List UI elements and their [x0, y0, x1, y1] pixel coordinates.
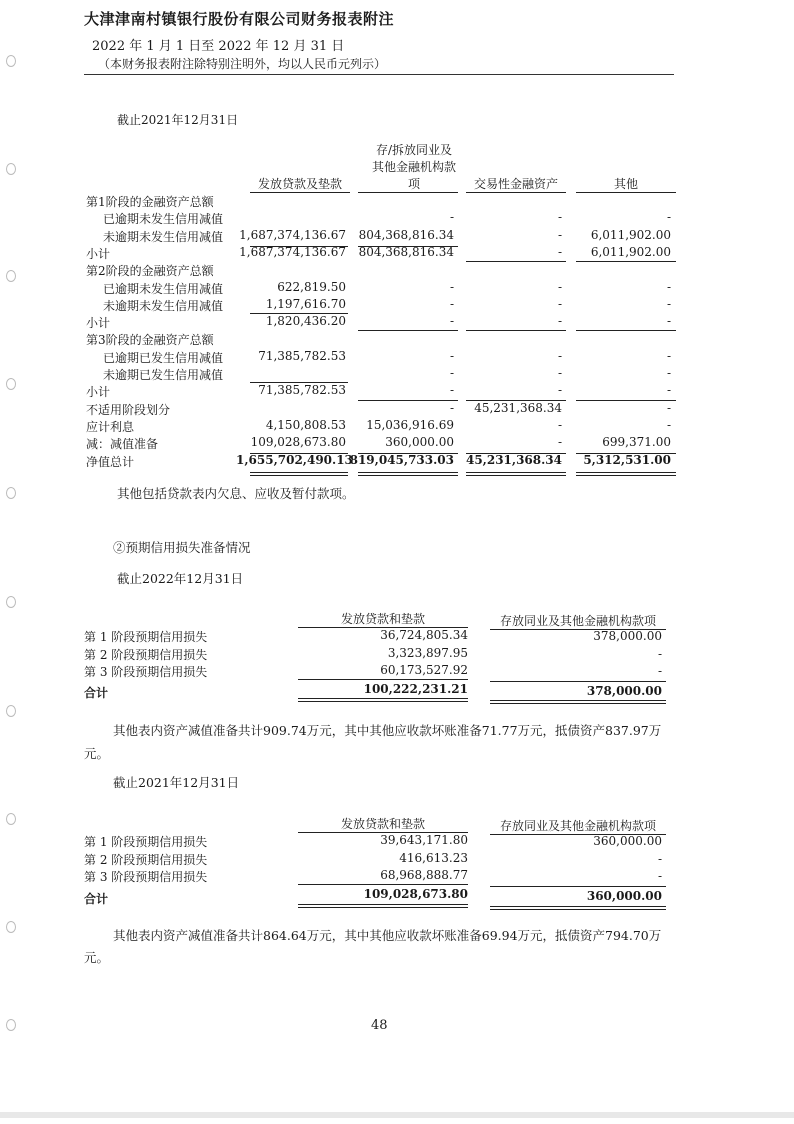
table1-col2-header-l3: 项 — [407, 177, 420, 191]
subtotal-rule — [358, 330, 458, 331]
table3-cell: 39,643,171.80 — [380, 833, 468, 847]
page-bottom-edge — [0, 1112, 794, 1118]
subtotal-rule — [250, 313, 348, 314]
table1-cell: - — [557, 244, 562, 259]
binder-hole — [6, 378, 16, 390]
total-double-rule — [576, 472, 676, 476]
table1-cell: - — [666, 383, 671, 398]
binder-hole — [6, 1019, 16, 1031]
table2-total-rule — [490, 681, 666, 682]
table1-row-label: 小计 — [86, 385, 111, 400]
table2-cell: - — [657, 646, 662, 661]
table3-total-value: 360,000.00 — [586, 889, 662, 903]
table1-cell: - — [557, 296, 562, 311]
table1-cell: 4,150,808.53 — [265, 417, 346, 432]
table2-cell: 3,323,897.95 — [387, 645, 468, 660]
table1-col4-header: 其他 — [613, 177, 638, 191]
subtotal-rule — [250, 382, 348, 383]
table1-cell: - — [666, 279, 671, 294]
table1-cell: - — [666, 210, 671, 225]
table1-cell: 1,820,436.20 — [265, 314, 346, 329]
table2-cell: - — [657, 664, 662, 678]
table3-total-double-rule — [490, 906, 666, 910]
table1-col2-header-l2: 其他金融机构款 — [371, 160, 456, 174]
binder-hole — [6, 270, 16, 282]
table1-cell: 1,687,374,136.67 — [239, 227, 346, 242]
table3-row-label: 第 2 阶段预期信用损失 — [84, 852, 208, 867]
table1-header-rule — [358, 192, 458, 193]
binder-hole — [6, 487, 16, 499]
table1-header-rule — [576, 192, 676, 193]
table2-cell: 36,724,805.34 — [380, 628, 468, 642]
table2-col2-header: 存放同业及其他金融机构款项 — [499, 614, 656, 628]
table1-row-label: 未逾期未发生信用减值 — [103, 298, 224, 313]
table1-row-label: 第1阶段的金融资产总额 — [86, 195, 214, 209]
binder-hole — [6, 813, 16, 825]
table1-cell: 6,011,902.00 — [590, 227, 671, 242]
subtotal-rule — [466, 261, 566, 262]
table1-cell: 71,385,782.53 — [258, 383, 346, 398]
table2-row-label: 第 2 阶段预期信用损失 — [84, 647, 208, 662]
table1-cell: - — [557, 279, 562, 294]
subtotal-rule — [358, 246, 458, 247]
subtotal-rule — [576, 400, 676, 401]
report-title: 大津津南村镇银行股份有限公司财务报表附注 — [84, 10, 395, 28]
binder-hole — [6, 163, 16, 175]
table1-cell: - — [557, 314, 562, 329]
subtotal-rule — [250, 246, 348, 247]
table1-row-label: 未逾期已发生信用减值 — [103, 368, 224, 382]
table1-cell: - — [449, 210, 454, 225]
table1-cell: - — [557, 435, 562, 450]
table2-total-value: 100,222,231.21 — [363, 682, 468, 696]
table1-cell: - — [449, 314, 454, 329]
table3-total-double-rule — [298, 904, 468, 908]
table1-cell: - — [449, 348, 454, 363]
table1-cell: - — [449, 366, 454, 380]
table3-total-value: 109,028,673.80 — [363, 887, 468, 901]
table1-cell: 1,197,616.70 — [265, 296, 346, 311]
table1-cell: - — [666, 296, 671, 311]
table3-total-label: 合计 — [84, 892, 109, 906]
table2-cell: 60,173,527.92 — [380, 663, 468, 677]
table1-cell: - — [557, 210, 562, 225]
table3-date-label: 截止2021年12月31日 — [113, 775, 240, 790]
table1-cell: 804,368,816.34 — [358, 227, 454, 242]
table1-row-label: 减：减值准备 — [86, 437, 159, 452]
section-title: ②预期信用损失准备情况 — [113, 540, 251, 555]
subtotal-rule — [576, 330, 676, 331]
table2-cell: 378,000.00 — [593, 629, 662, 643]
table1-row-label: 已逾期未发生信用减值 — [103, 281, 224, 296]
binder-hole — [6, 596, 16, 608]
table3-total-rule — [490, 886, 666, 887]
table3-row-label: 第 1 阶段预期信用损失 — [84, 835, 208, 849]
table2-total-double-rule — [490, 700, 666, 704]
table2-note: 其他表内资产减值准备共计909.74万元，其中其他应收款坏账准备71.77万元，抵债资产837.97万 — [113, 723, 662, 738]
table1-footnote: 其他包括贷款表内欠息、应收及暂付款项。 — [117, 486, 355, 501]
table1-cell: - — [449, 279, 454, 294]
table1-cell: - — [666, 417, 671, 432]
table1-col1-header: 发放贷款及垫款 — [257, 177, 342, 191]
table2-total-double-rule — [298, 698, 468, 702]
table3-cell: - — [657, 851, 662, 866]
subtotal-rule — [466, 400, 566, 401]
binder-hole — [6, 921, 16, 933]
total-double-rule — [358, 472, 458, 476]
table1-header-rule — [250, 192, 350, 193]
table3-note-cont: 元。 — [84, 950, 110, 965]
table2-note-cont: 元。 — [84, 746, 110, 761]
table1-cell: - — [666, 348, 671, 363]
table2-date-label: 截止2022年12月31日 — [117, 571, 244, 586]
table2-col1-header: 发放贷款和垫款 — [340, 612, 425, 626]
binder-hole — [6, 55, 16, 67]
table1-cell: 804,368,816.34 — [358, 244, 454, 259]
subtotal-rule — [576, 261, 676, 262]
total-rule-top — [576, 453, 676, 454]
table1-row-label: 小计 — [86, 246, 111, 261]
table1-cell: 15,036,916.69 — [366, 417, 454, 432]
table1-cell: - — [666, 400, 671, 415]
table1-cell: 5,312,531.00 — [583, 452, 671, 467]
table1-row-label: 已逾期已发生信用减值 — [103, 350, 224, 365]
table1-cell: 360,000.00 — [385, 435, 454, 450]
table1-cell: 622,819.50 — [277, 279, 346, 294]
binder-hole — [6, 705, 16, 717]
table1-cell: - — [449, 383, 454, 398]
table1-cell: 699,371.00 — [602, 435, 671, 450]
subtotal-rule — [358, 400, 458, 401]
table3-note: 其他表内资产减值准备共计864.64万元，其中其他应收款坏账准备69.94万元，抵债资产794.70万 — [113, 928, 662, 943]
table1-cell: 45,231,368.34 — [474, 400, 562, 415]
table1-row-label: 小计 — [86, 316, 111, 331]
table3-cell: 416,613.23 — [399, 850, 468, 865]
table3-col1-header: 发放贷款和垫款 — [340, 817, 425, 831]
table1-cell: - — [449, 296, 454, 311]
table3-total-rule — [298, 884, 468, 885]
table3-cell: 360,000.00 — [593, 834, 662, 848]
table1-cell: - — [557, 348, 562, 363]
table3-cell: 68,968,888.77 — [380, 868, 468, 882]
table2-total-value: 378,000.00 — [586, 684, 662, 698]
table1-cell: - — [557, 227, 562, 242]
total-double-rule — [250, 472, 348, 476]
total-rule-top — [466, 453, 566, 454]
table2-total-label: 合计 — [84, 686, 109, 700]
table1-cell: 819,045,733.03 — [349, 452, 454, 467]
table1-row-label: 已逾期未发生信用减值 — [103, 212, 224, 227]
table1-cell: - — [557, 417, 562, 432]
page-number: 48 — [371, 1018, 388, 1033]
table1-cell: - — [666, 366, 671, 380]
table1-cell: 6,011,902.00 — [590, 244, 671, 259]
table1-cell: 1,687,374,136.67 — [239, 244, 346, 259]
header-rule — [84, 74, 674, 75]
total-rule-top — [358, 453, 458, 454]
table1-header-rule — [466, 192, 566, 193]
table1-cell: 45,231,368.34 — [465, 452, 562, 467]
table2-row-label: 第 3 阶段预期信用损失 — [84, 665, 208, 679]
table1-row-label: 应计利息 — [86, 419, 135, 434]
report-period: 2022 年 1 月 1 日至 2022 年 12 月 31 日 — [92, 39, 345, 54]
table1-date-label: 截止2021年12月31日 — [117, 113, 239, 127]
table1-row-label: 未逾期未发生信用减值 — [103, 229, 224, 244]
table1-cell: - — [557, 383, 562, 398]
total-rule-top — [250, 453, 348, 454]
table1-cell: 71,385,782.53 — [258, 348, 346, 363]
report-currency-note: （本财务报表附注除特别注明外，均以人民币元列示） — [98, 57, 387, 71]
table3-cell: - — [657, 869, 662, 883]
table3-col2-header: 存放同业及其他金融机构款项 — [499, 819, 656, 833]
table1-cell: - — [666, 314, 671, 329]
table1-row-label: 净值总计 — [86, 454, 135, 469]
table1-row-label: 第2阶段的金融资产总额 — [86, 264, 214, 279]
table2-row-label: 第 1 阶段预期信用损失 — [84, 630, 208, 644]
table1-cell: - — [557, 366, 562, 380]
table1-col3-header: 交易性金融资产 — [473, 177, 558, 191]
table1-row-label: 不适用阶段划分 — [86, 402, 171, 417]
table1-cell: 109,028,673.80 — [250, 435, 346, 450]
subtotal-rule — [466, 330, 566, 331]
total-double-rule — [466, 472, 566, 476]
table3-row-label: 第 3 阶段预期信用损失 — [84, 870, 208, 884]
table1-cell: 1,655,702,490.13 — [236, 452, 353, 467]
table2-total-rule — [298, 679, 468, 680]
table1-col2-header-l1: 存/拆放同业及 — [375, 143, 453, 157]
table1-cell: - — [449, 400, 454, 415]
table1-row-label: 第3阶段的金融资产总额 — [86, 333, 214, 348]
